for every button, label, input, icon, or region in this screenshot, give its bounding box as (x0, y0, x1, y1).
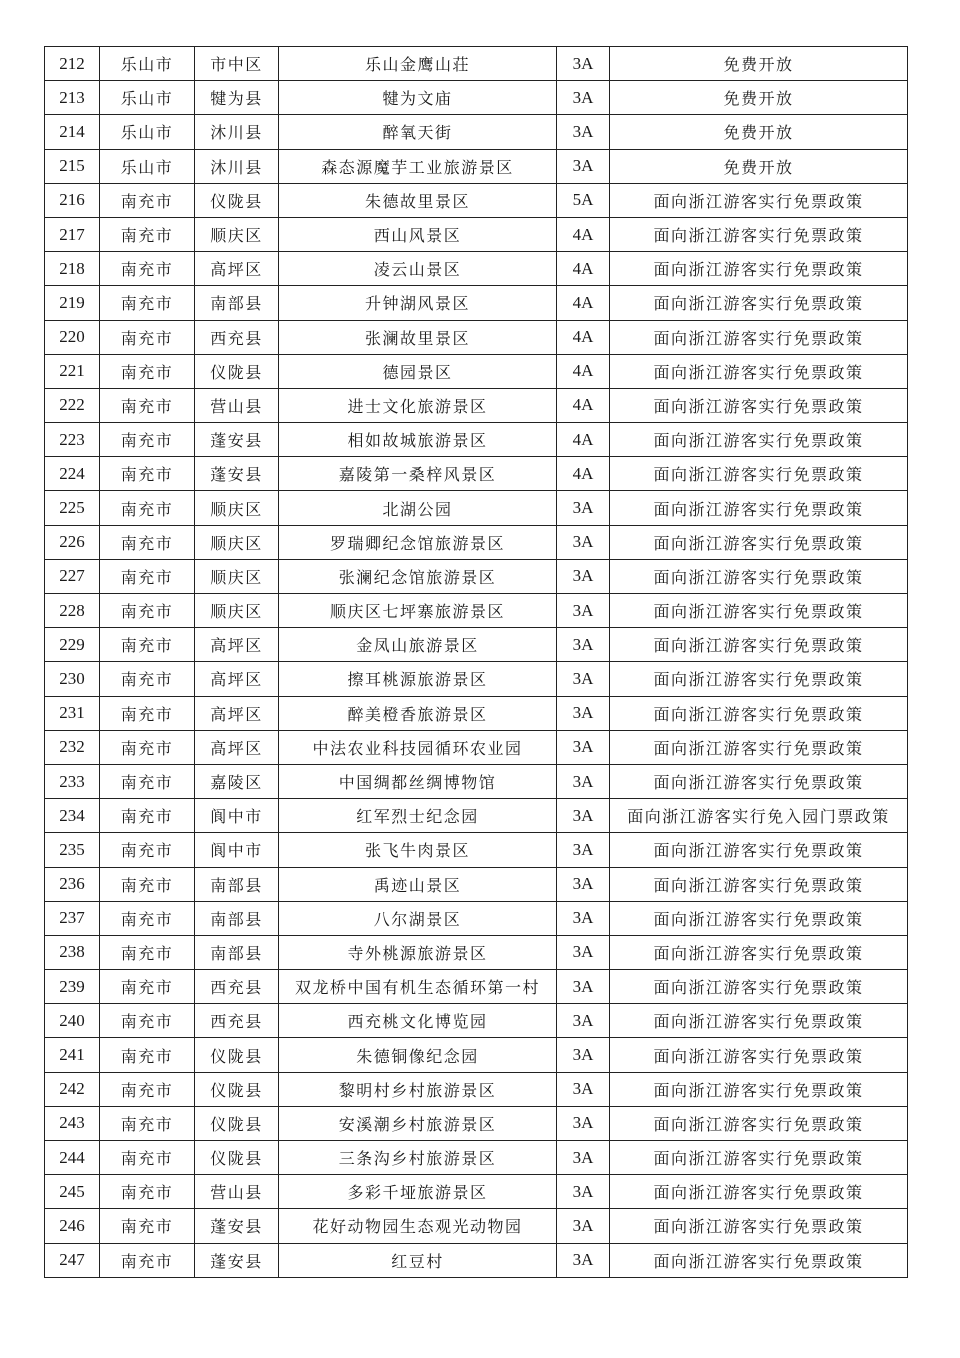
row-number-cell: 230 (45, 662, 100, 696)
row-number-cell: 225 (45, 491, 100, 525)
scenic-name-cell: 凌云山景区 (279, 252, 557, 286)
level-cell: 3A (557, 47, 610, 81)
table-row (45, 388, 908, 422)
district-cell: 仪陇县 (195, 1141, 279, 1175)
level-cell: 4A (557, 457, 610, 491)
policy-cell: 面向浙江游客实行免票政策 (610, 1072, 908, 1106)
table-row (45, 867, 908, 901)
row-number-cell: 242 (45, 1072, 100, 1106)
table-row (45, 252, 908, 286)
scenic-name-cell: 三条沟乡村旅游景区 (279, 1141, 557, 1175)
city-cell: 南充市 (100, 559, 195, 593)
row-number-cell: 216 (45, 183, 100, 217)
district-cell: 南部县 (195, 901, 279, 935)
level-cell: 3A (557, 491, 610, 525)
city-cell: 南充市 (100, 935, 195, 969)
policy-cell: 面向浙江游客实行免票政策 (610, 491, 908, 525)
policy-cell: 面向浙江游客实行免票政策 (610, 1141, 908, 1175)
policy-cell: 面向浙江游客实行免票政策 (610, 1106, 908, 1140)
level-cell: 3A (557, 764, 610, 798)
city-cell: 南充市 (100, 491, 195, 525)
city-cell: 南充市 (100, 388, 195, 422)
table-row (45, 764, 908, 798)
level-cell: 5A (557, 183, 610, 217)
scenic-name-cell: 张飞牛肉景区 (279, 833, 557, 867)
table-row (45, 559, 908, 593)
district-cell: 蓬安县 (195, 1209, 279, 1243)
table-row (45, 149, 908, 183)
city-cell: 乐山市 (100, 149, 195, 183)
scenic-name-cell: 朱德故里景区 (279, 183, 557, 217)
district-cell: 仪陇县 (195, 1038, 279, 1072)
scenic-name-cell: 相如故城旅游景区 (279, 423, 557, 457)
city-cell: 南充市 (100, 1243, 195, 1277)
district-cell: 嘉陵区 (195, 764, 279, 798)
scenic-name-cell: 张澜故里景区 (279, 320, 557, 354)
scenic-name-cell: 进士文化旅游景区 (279, 388, 557, 422)
level-cell: 4A (557, 217, 610, 251)
policy-cell: 面向浙江游客实行免票政策 (610, 764, 908, 798)
district-cell: 南部县 (195, 286, 279, 320)
scenic-name-cell: 寺外桃源旅游景区 (279, 935, 557, 969)
table-row (45, 457, 908, 491)
scenic-name-cell: 花好动物园生态观光动物园 (279, 1209, 557, 1243)
district-cell: 南部县 (195, 867, 279, 901)
city-cell: 南充市 (100, 457, 195, 491)
city-cell: 南充市 (100, 970, 195, 1004)
row-number-cell: 224 (45, 457, 100, 491)
city-cell: 南充市 (100, 696, 195, 730)
city-cell: 南充市 (100, 833, 195, 867)
level-cell: 3A (557, 1004, 610, 1038)
district-cell: 市中区 (195, 47, 279, 81)
city-cell: 南充市 (100, 628, 195, 662)
row-number-cell: 221 (45, 354, 100, 388)
table-row (45, 286, 908, 320)
level-cell: 3A (557, 559, 610, 593)
scenic-name-cell: 朱德铜像纪念园 (279, 1038, 557, 1072)
city-cell: 南充市 (100, 764, 195, 798)
table-row (45, 1243, 908, 1277)
scenic-name-cell: 红军烈士纪念园 (279, 799, 557, 833)
table-row (45, 354, 908, 388)
policy-cell: 面向浙江游客实行免票政策 (610, 217, 908, 251)
policy-cell: 面向浙江游客实行免票政策 (610, 970, 908, 1004)
row-number-cell: 247 (45, 1243, 100, 1277)
city-cell: 南充市 (100, 286, 195, 320)
district-cell: 仪陇县 (195, 1106, 279, 1140)
table-row (45, 1004, 908, 1038)
city-cell: 乐山市 (100, 47, 195, 81)
city-cell: 南充市 (100, 594, 195, 628)
policy-cell: 面向浙江游客实行免票政策 (610, 730, 908, 764)
row-number-cell: 228 (45, 594, 100, 628)
table-row (45, 1038, 908, 1072)
policy-cell: 面向浙江游客实行免票政策 (610, 594, 908, 628)
city-cell: 南充市 (100, 252, 195, 286)
policy-cell: 面向浙江游客实行免票政策 (610, 935, 908, 969)
scenic-name-cell: 醉氧天街 (279, 115, 557, 149)
row-number-cell: 219 (45, 286, 100, 320)
row-number-cell: 236 (45, 867, 100, 901)
city-cell: 南充市 (100, 662, 195, 696)
scenic-name-cell: 北湖公园 (279, 491, 557, 525)
scenic-name-cell: 顺庆区七坪寨旅游景区 (279, 594, 557, 628)
policy-cell: 面向浙江游客实行免票政策 (610, 457, 908, 491)
level-cell: 3A (557, 833, 610, 867)
table-row (45, 423, 908, 457)
district-cell: 阆中市 (195, 833, 279, 867)
level-cell: 3A (557, 1072, 610, 1106)
level-cell: 3A (557, 1106, 610, 1140)
district-cell: 顺庆区 (195, 594, 279, 628)
policy-cell: 面向浙江游客实行免票政策 (610, 320, 908, 354)
row-number-cell: 238 (45, 935, 100, 969)
table-row (45, 525, 908, 559)
table-row (45, 799, 908, 833)
scenic-name-cell: 犍为文庙 (279, 81, 557, 115)
row-number-cell: 241 (45, 1038, 100, 1072)
scenic-name-cell: 擦耳桃源旅游景区 (279, 662, 557, 696)
district-cell: 仪陇县 (195, 354, 279, 388)
policy-cell: 面向浙江游客实行免票政策 (610, 525, 908, 559)
policy-cell: 面向浙江游客实行免票政策 (610, 1243, 908, 1277)
scenic-name-cell: 西山风景区 (279, 217, 557, 251)
policy-cell: 面向浙江游客实行免票政策 (610, 1209, 908, 1243)
district-cell: 沐川县 (195, 115, 279, 149)
policy-cell: 免费开放 (610, 149, 908, 183)
scenic-name-cell: 张澜纪念馆旅游景区 (279, 559, 557, 593)
row-number-cell: 213 (45, 81, 100, 115)
row-number-cell: 237 (45, 901, 100, 935)
policy-cell: 面向浙江游客实行免票政策 (610, 286, 908, 320)
level-cell: 3A (557, 115, 610, 149)
row-number-cell: 215 (45, 149, 100, 183)
row-number-cell: 212 (45, 47, 100, 81)
city-cell: 南充市 (100, 799, 195, 833)
policy-cell: 面向浙江游客实行免票政策 (610, 628, 908, 662)
scenic-name-cell: 金凤山旅游景区 (279, 628, 557, 662)
policy-cell: 面向浙江游客实行免票政策 (610, 559, 908, 593)
row-number-cell: 218 (45, 252, 100, 286)
district-cell: 仪陇县 (195, 1072, 279, 1106)
table-row (45, 491, 908, 525)
city-cell: 南充市 (100, 423, 195, 457)
scenic-name-cell: 升钟湖风景区 (279, 286, 557, 320)
scenic-name-cell: 中国绸都丝绸博物馆 (279, 764, 557, 798)
district-cell: 西充县 (195, 320, 279, 354)
table-body (45, 47, 908, 1278)
city-cell: 南充市 (100, 1004, 195, 1038)
table-row (45, 1106, 908, 1140)
district-cell: 蓬安县 (195, 423, 279, 457)
district-cell: 仪陇县 (195, 183, 279, 217)
table-row (45, 594, 908, 628)
city-cell: 南充市 (100, 320, 195, 354)
level-cell: 3A (557, 935, 610, 969)
table-row (45, 47, 908, 81)
row-number-cell: 223 (45, 423, 100, 457)
policy-cell: 面向浙江游客实行免票政策 (610, 1175, 908, 1209)
row-number-cell: 233 (45, 764, 100, 798)
row-number-cell: 235 (45, 833, 100, 867)
scenic-name-cell: 德园景区 (279, 354, 557, 388)
level-cell: 4A (557, 423, 610, 457)
table-row (45, 1072, 908, 1106)
table-row (45, 320, 908, 354)
policy-cell: 面向浙江游客实行免票政策 (610, 1038, 908, 1072)
policy-cell: 免费开放 (610, 115, 908, 149)
policy-cell: 面向浙江游客实行免票政策 (610, 901, 908, 935)
row-number-cell: 246 (45, 1209, 100, 1243)
district-cell: 顺庆区 (195, 491, 279, 525)
row-number-cell: 226 (45, 525, 100, 559)
table-row (45, 901, 908, 935)
district-cell: 犍为县 (195, 81, 279, 115)
city-cell: 南充市 (100, 1141, 195, 1175)
district-cell: 高坪区 (195, 730, 279, 764)
scenic-name-cell: 禹迹山景区 (279, 867, 557, 901)
city-cell: 南充市 (100, 525, 195, 559)
district-cell: 蓬安县 (195, 457, 279, 491)
district-cell: 营山县 (195, 388, 279, 422)
city-cell: 南充市 (100, 183, 195, 217)
policy-cell: 面向浙江游客实行免票政策 (610, 833, 908, 867)
level-cell: 3A (557, 1175, 610, 1209)
district-cell: 西充县 (195, 1004, 279, 1038)
table-row (45, 1209, 908, 1243)
level-cell: 3A (557, 970, 610, 1004)
table-row (45, 696, 908, 730)
policy-cell: 免费开放 (610, 47, 908, 81)
district-cell: 沐川县 (195, 149, 279, 183)
city-cell: 南充市 (100, 354, 195, 388)
scenic-name-cell: 红豆村 (279, 1243, 557, 1277)
level-cell: 3A (557, 1038, 610, 1072)
city-cell: 南充市 (100, 1072, 195, 1106)
city-cell: 南充市 (100, 901, 195, 935)
table-row (45, 730, 908, 764)
level-cell: 3A (557, 730, 610, 764)
document-page (44, 46, 907, 1278)
level-cell: 4A (557, 252, 610, 286)
scenic-name-cell: 多彩千垭旅游景区 (279, 1175, 557, 1209)
city-cell: 乐山市 (100, 115, 195, 149)
row-number-cell: 227 (45, 559, 100, 593)
level-cell: 4A (557, 320, 610, 354)
scenic-name-cell: 乐山金鹰山荘 (279, 47, 557, 81)
table-row (45, 833, 908, 867)
policy-cell: 面向浙江游客实行免票政策 (610, 354, 908, 388)
row-number-cell: 243 (45, 1106, 100, 1140)
level-cell: 3A (557, 696, 610, 730)
scenic-name-cell: 西充桃文化博览园 (279, 1004, 557, 1038)
level-cell: 3A (557, 662, 610, 696)
level-cell: 4A (557, 286, 610, 320)
city-cell: 南充市 (100, 1175, 195, 1209)
table-row (45, 970, 908, 1004)
level-cell: 3A (557, 867, 610, 901)
district-cell: 南部县 (195, 935, 279, 969)
scenic-name-cell: 双龙桥中国有机生态循环第一村 (279, 970, 557, 1004)
scenic-spots-table (44, 46, 908, 1278)
level-cell: 3A (557, 594, 610, 628)
city-cell: 乐山市 (100, 81, 195, 115)
level-cell: 3A (557, 1243, 610, 1277)
city-cell: 南充市 (100, 1038, 195, 1072)
policy-cell: 面向浙江游客实行免票政策 (610, 662, 908, 696)
scenic-name-cell: 中法农业科技园循环农业园 (279, 730, 557, 764)
scenic-name-cell: 安溪潮乡村旅游景区 (279, 1106, 557, 1140)
level-cell: 4A (557, 354, 610, 388)
scenic-name-cell: 黎明村乡村旅游景区 (279, 1072, 557, 1106)
policy-cell: 面向浙江游客实行免票政策 (610, 423, 908, 457)
policy-cell: 面向浙江游客实行免票政策 (610, 867, 908, 901)
scenic-name-cell: 醉美橙香旅游景区 (279, 696, 557, 730)
table-row (45, 628, 908, 662)
district-cell: 高坪区 (195, 252, 279, 286)
district-cell: 顺庆区 (195, 217, 279, 251)
district-cell: 营山县 (195, 1175, 279, 1209)
city-cell: 南充市 (100, 1106, 195, 1140)
row-number-cell: 217 (45, 217, 100, 251)
level-cell: 4A (557, 388, 610, 422)
level-cell: 3A (557, 525, 610, 559)
policy-cell: 面向浙江游客实行免票政策 (610, 1004, 908, 1038)
level-cell: 3A (557, 901, 610, 935)
level-cell: 3A (557, 81, 610, 115)
scenic-name-cell: 罗瑞卿纪念馆旅游景区 (279, 525, 557, 559)
district-cell: 顺庆区 (195, 525, 279, 559)
district-cell: 阆中市 (195, 799, 279, 833)
district-cell: 高坪区 (195, 696, 279, 730)
table-row (45, 662, 908, 696)
row-number-cell: 231 (45, 696, 100, 730)
level-cell: 3A (557, 149, 610, 183)
scenic-name-cell: 八尔湖景区 (279, 901, 557, 935)
district-cell: 高坪区 (195, 662, 279, 696)
row-number-cell: 220 (45, 320, 100, 354)
table-row (45, 1141, 908, 1175)
scenic-name-cell: 嘉陵第一桑梓风景区 (279, 457, 557, 491)
row-number-cell: 234 (45, 799, 100, 833)
level-cell: 3A (557, 1141, 610, 1175)
policy-cell: 免费开放 (610, 81, 908, 115)
district-cell: 高坪区 (195, 628, 279, 662)
row-number-cell: 239 (45, 970, 100, 1004)
row-number-cell: 244 (45, 1141, 100, 1175)
city-cell: 南充市 (100, 867, 195, 901)
district-cell: 西充县 (195, 970, 279, 1004)
table-row (45, 217, 908, 251)
table-row (45, 1175, 908, 1209)
table-row (45, 81, 908, 115)
district-cell: 顺庆区 (195, 559, 279, 593)
level-cell: 3A (557, 799, 610, 833)
row-number-cell: 245 (45, 1175, 100, 1209)
city-cell: 南充市 (100, 217, 195, 251)
row-number-cell: 214 (45, 115, 100, 149)
table-row (45, 183, 908, 217)
city-cell: 南充市 (100, 1209, 195, 1243)
table-row (45, 115, 908, 149)
row-number-cell: 229 (45, 628, 100, 662)
city-cell: 南充市 (100, 730, 195, 764)
table-row (45, 935, 908, 969)
row-number-cell: 240 (45, 1004, 100, 1038)
scenic-name-cell: 森态源魔芋工业旅游景区 (279, 149, 557, 183)
policy-cell: 面向浙江游客实行免票政策 (610, 183, 908, 217)
row-number-cell: 222 (45, 388, 100, 422)
policy-cell: 面向浙江游客实行免票政策 (610, 696, 908, 730)
policy-cell: 面向浙江游客实行免票政策 (610, 252, 908, 286)
policy-cell: 面向浙江游客实行免票政策 (610, 388, 908, 422)
policy-cell: 面向浙江游客实行免入园门票政策 (610, 799, 908, 833)
level-cell: 3A (557, 628, 610, 662)
row-number-cell: 232 (45, 730, 100, 764)
district-cell: 蓬安县 (195, 1243, 279, 1277)
level-cell: 3A (557, 1209, 610, 1243)
